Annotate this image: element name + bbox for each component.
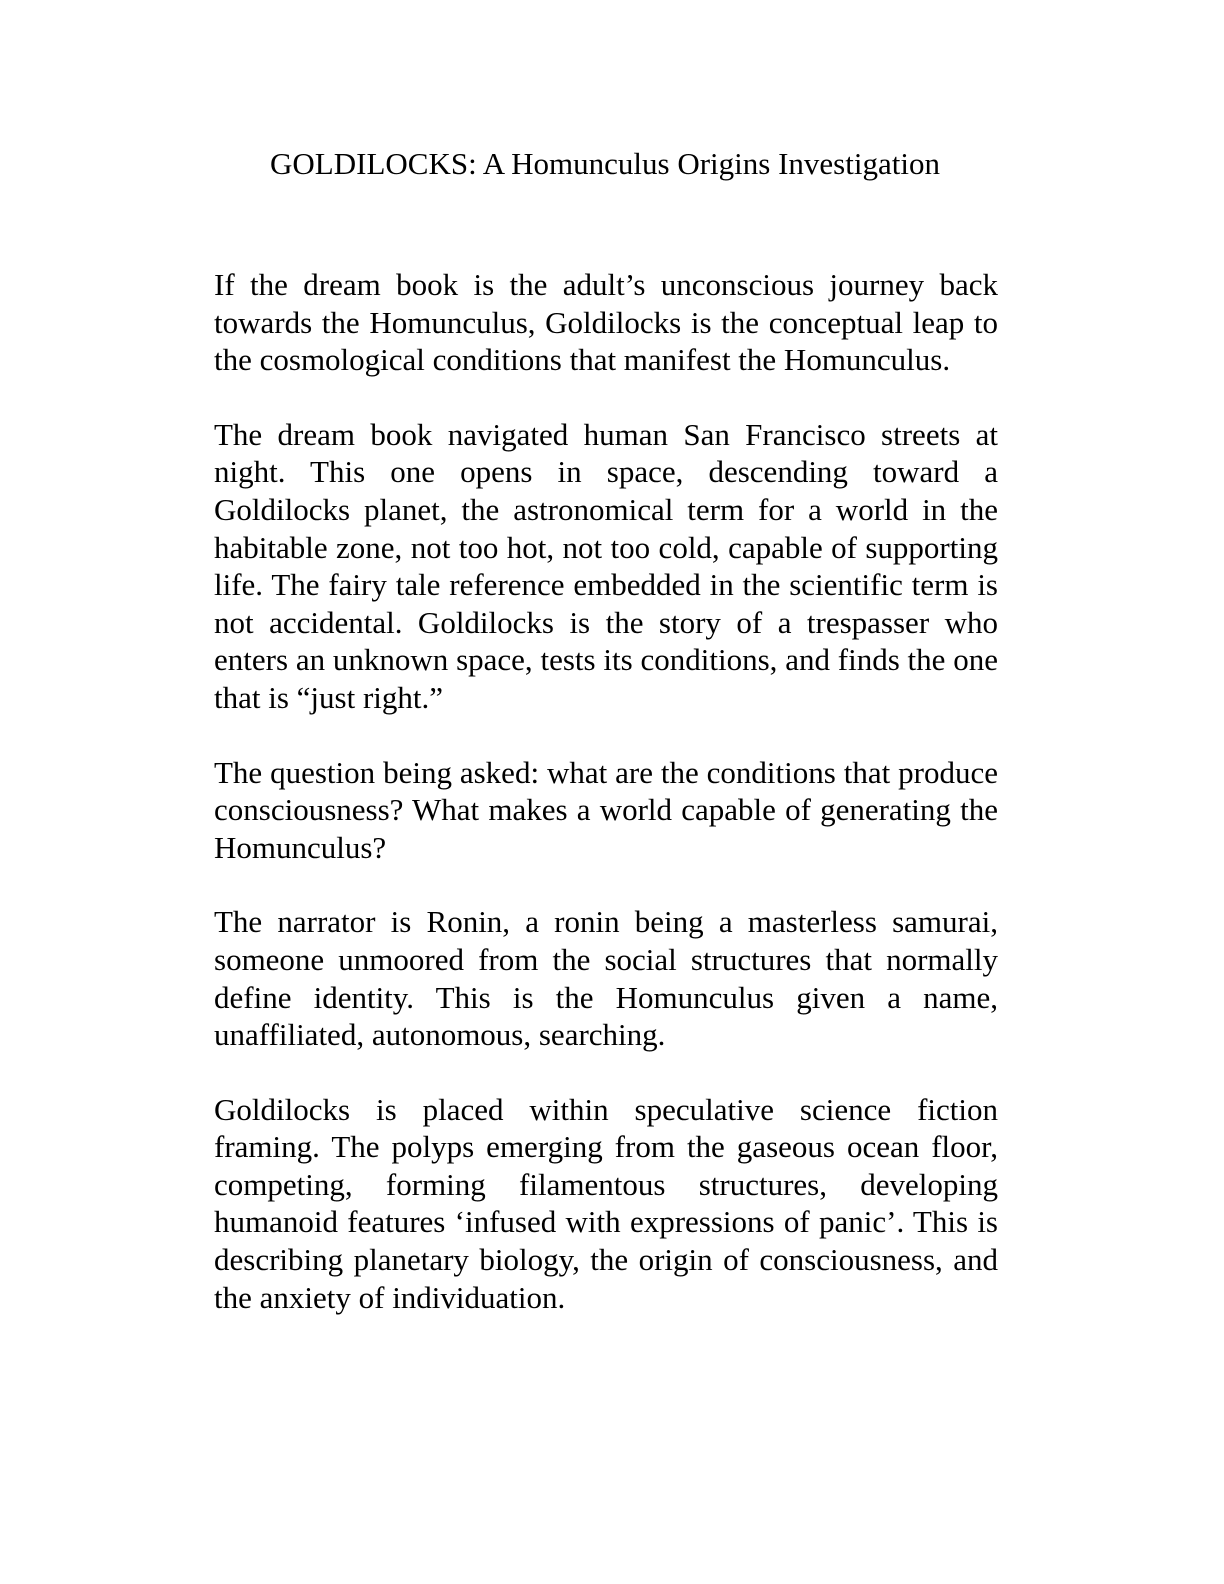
paragraph-4: The narrator is Ronin, a ronin being a masterless samurai, someone unmoored from the social structures that normally define identity. This is the Homunculus given a name, unaffiliated, autonomous, searching.: [214, 904, 998, 1053]
paragraph-2: The dream book navigated human San Francisco streets at night. This one opens in space, descending toward a Goldilocks planet, the astronomical term for a world in the habitable zone, not too hot, not too cold, capable of supporting life. The fairy tale reference embedded in the scientific term is not accidental. Goldilocks is the story of a trespasser who enters an unknown space, tests its conditions, and finds the one that is “just right.”: [214, 416, 998, 715]
document-title: GOLDILOCKS: A Homunculus Origins Investigation: [270, 146, 940, 181]
paragraph-5: Goldilocks is placed within speculative science fiction framing. The polyps emerging from the gaseous ocean floor, competing, forming filamentous structures, developing humanoid features ‘infused with expressions of panic’. This is describing planetary biology, the origin of consciousness, and the anxiety of individuation.: [214, 1091, 998, 1315]
paragraph-1: If the dream book is the adult’s unconscious journey back towards the Homunculus, Goldilocks is the conceptual leap to the cosmological conditions that manifest the Homunculus.: [214, 267, 998, 378]
document-body: [214, 266, 998, 1353]
paragraph-3: The question being asked: what are the conditions that produce consciousness? What makes a world capable of generating the Homunculus?: [214, 754, 998, 865]
